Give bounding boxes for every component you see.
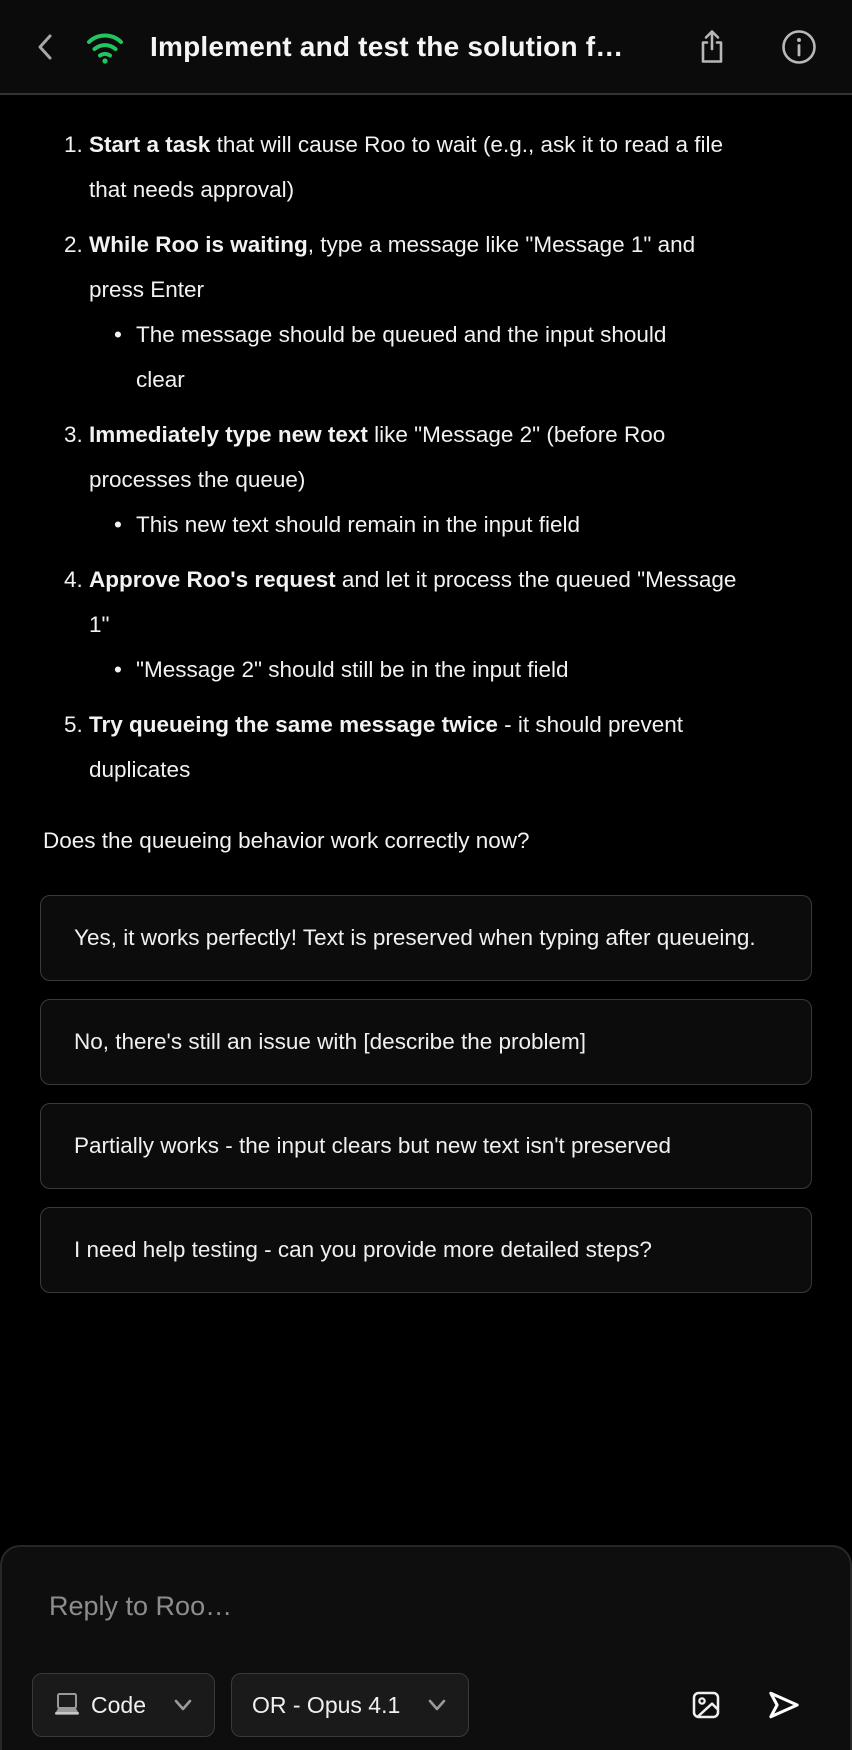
page-title: Implement and test the solution f… bbox=[150, 30, 624, 62]
step-text: Start a task that will cause Roo to wait (e.g., ask it to read a file that needs approval) bbox=[89, 132, 724, 202]
step-number: 1. bbox=[64, 132, 83, 157]
step-text: Try queueing the same message twice - it should prevent duplicates bbox=[89, 712, 684, 782]
info-button[interactable] bbox=[780, 28, 818, 66]
model-selector[interactable] bbox=[231, 1673, 469, 1737]
step-item bbox=[64, 557, 812, 692]
suggestion-button[interactable]: No, there's still an issue with [describe the problem] bbox=[40, 999, 812, 1085]
suggestion-button[interactable]: Partially works - the input clears but new text isn't preserved bbox=[40, 1103, 812, 1189]
mode-label: Code bbox=[91, 1691, 146, 1718]
mode-selector[interactable] bbox=[32, 1673, 215, 1737]
laptop-icon bbox=[53, 1692, 81, 1718]
chevron-down-icon bbox=[426, 1697, 448, 1713]
bullet-text: The message should be queued and the input should clear bbox=[136, 322, 667, 392]
suggestions-list bbox=[40, 895, 812, 1293]
step-sublist bbox=[89, 647, 812, 692]
bullet-text: This new text should remain in the input field bbox=[136, 512, 580, 537]
step-number: 3. bbox=[64, 422, 83, 447]
step-item bbox=[64, 122, 812, 212]
step-number: 5. bbox=[64, 712, 83, 737]
info-icon bbox=[780, 28, 818, 66]
step-sublist bbox=[89, 312, 812, 402]
question-text: Does the queueing behavior work correctly now? bbox=[43, 828, 530, 853]
app-header bbox=[0, 0, 852, 95]
step-bullet-item bbox=[89, 647, 812, 692]
send-icon bbox=[766, 1688, 802, 1722]
back-button[interactable] bbox=[34, 32, 58, 62]
chat-message bbox=[0, 95, 852, 1293]
step-text: While Roo is waiting, type a message like "Message 1" and press Enter bbox=[89, 232, 696, 302]
share-icon bbox=[696, 28, 728, 66]
suggestion-button[interactable]: Yes, it works perfectly! Text is preserved when typing after queueing. bbox=[40, 895, 812, 981]
bullet-marker: • bbox=[114, 657, 122, 682]
chevron-down-icon bbox=[172, 1697, 194, 1713]
step-item bbox=[64, 412, 812, 547]
image-icon bbox=[690, 1689, 722, 1721]
send-button[interactable] bbox=[766, 1688, 802, 1722]
bullet-text: "Message 2" should still be in the input field bbox=[136, 657, 569, 682]
step-bullet-item bbox=[89, 312, 812, 402]
step-text: Approve Roo's request and let it process the queued "Message 1" bbox=[89, 567, 737, 637]
bullet-marker: • bbox=[114, 512, 122, 537]
suggestion-button[interactable]: I need help testing - can you provide more detailed steps? bbox=[40, 1207, 812, 1293]
steps-list bbox=[40, 122, 812, 792]
step-item bbox=[64, 222, 812, 402]
step-item bbox=[64, 702, 812, 792]
step-bullet-item bbox=[89, 502, 812, 547]
chevron-left-icon bbox=[34, 32, 58, 62]
model-label: OR - Opus 4.1 bbox=[251, 1691, 401, 1718]
reply-input[interactable] bbox=[47, 1589, 791, 1653]
step-number: 4. bbox=[64, 567, 83, 592]
wifi-icon bbox=[84, 29, 126, 65]
attach-image-button[interactable] bbox=[690, 1689, 722, 1721]
step-text: Immediately type new text like "Message 2" (before Roo processes the queue) bbox=[89, 422, 666, 492]
header-actions bbox=[696, 28, 818, 66]
composer-card bbox=[0, 1545, 852, 1750]
step-sublist bbox=[89, 502, 812, 547]
step-number: 2. bbox=[64, 232, 83, 257]
bullet-marker: • bbox=[114, 322, 122, 347]
composer-actions bbox=[690, 1688, 802, 1722]
composer-toolbar bbox=[32, 1673, 802, 1737]
share-button[interactable] bbox=[696, 28, 728, 66]
